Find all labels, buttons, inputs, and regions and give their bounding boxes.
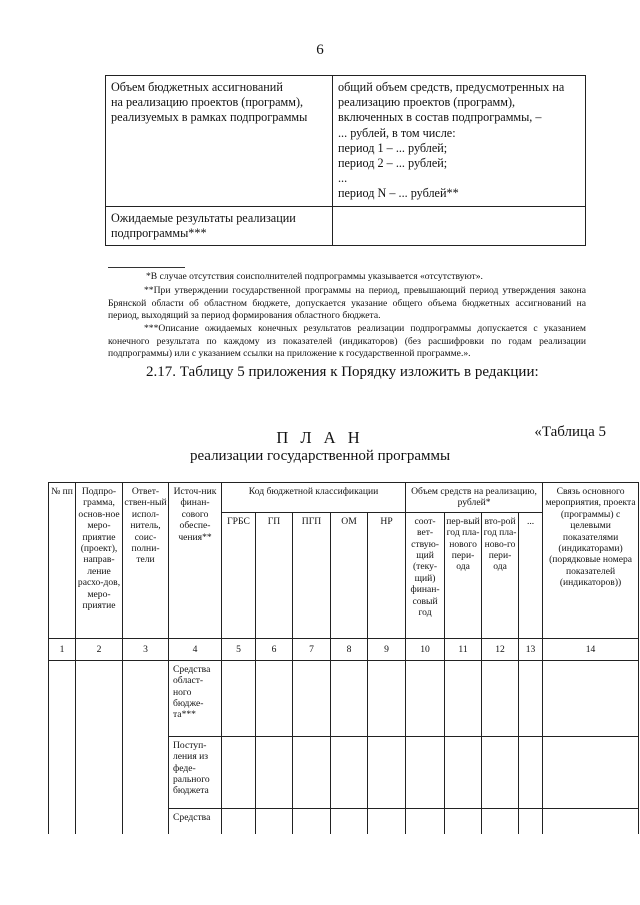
header-source: Источ-ник финан-сового обеспе-чения** [169,483,222,639]
col-number: 8 [331,638,368,660]
header-executor: Ответ-ствен-ный испол-нитель, соис-полни-тели [123,483,169,639]
header-program: Подпро-грамма, основ-ное меро-приятие (проект), направ-ление расхо-дов, меро-приятие [76,483,123,639]
cell [445,808,482,834]
cell [256,808,293,834]
value-line: период 2 – ... рублей; [338,156,448,171]
value-line: включенных в состав подпрограммы, – [338,110,542,125]
code-col-grbs: ГРБС [222,512,256,638]
fund-col-first: пер-вый год пла-нового пери-ода [445,512,482,638]
cell [331,736,368,808]
cell [256,660,293,736]
code-col-nr: НР [368,512,406,638]
col-number: 13 [519,638,543,660]
results-value-cell [333,206,586,245]
results-label-cell [106,206,333,245]
col-number: 3 [123,638,169,660]
header-num: № пп [49,483,76,639]
cell-num [49,660,76,834]
col-number: 12 [482,638,519,660]
cell [406,736,445,808]
paragraph-2-17: 2.17. Таблицу 5 приложения к Порядку изложить в редакции: [146,364,539,380]
cell [293,736,331,808]
cell [482,660,519,736]
cell [543,808,639,834]
plan-subtitle: реализации государственной программы [189,448,451,464]
footnote-3: ***Описание ожидаемых конечных результатов реализации подпрограммы допускается с указанием конечного результата по каждому из показателей (индикаторов) (без расшифровки по годам реализации подпрограммы) или с указанием ссылки на приложение к государственной программе.». [108,323,586,360]
code-col-gp: ГП [256,512,293,638]
cell [519,736,543,808]
col-number: 14 [543,638,639,660]
cell [293,808,331,834]
cell [331,660,368,736]
value-line: ... рублей, в том числе: [338,125,456,140]
header-link: Связь основного мероприятия, проекта (программы) с целевыми показателями (индикаторами) (порядковые номера показателей (индикаторов)) [543,483,639,639]
cell [368,736,406,808]
source-federal-budget: Поступ-ления из феде-рального бюджета [169,736,222,808]
col-number: 5 [222,638,256,660]
label-line: реализуемых в рамках подпрограммы [111,110,308,125]
source-regional-budget: Средства област-ного бюдже-та*** [169,660,222,736]
col-number: 4 [169,638,222,660]
cell [445,660,482,736]
column-number-row [49,638,639,660]
cell [368,808,406,834]
cell [293,660,331,736]
col-number: 6 [256,638,293,660]
col-number: 11 [445,638,482,660]
budget-table [105,75,586,246]
label-line: Объем бюджетных ассигнований [111,80,283,94]
col-number: 9 [368,638,406,660]
cell [519,660,543,736]
plan-table [48,482,639,834]
code-col-om: ОМ [331,512,368,638]
fund-col-second: вто-рой год пла-ново-го пери-ода [482,512,519,638]
cell [482,808,519,834]
label-line: подпрограммы*** [111,225,207,240]
cell-executor [123,660,169,834]
header-budget-code: Код бюджетной классификации [222,483,406,513]
cell [222,660,256,736]
col-number: 1 [49,638,76,660]
page-number: 6 [316,42,324,58]
header-funds: Объем средств на реализацию, рублей* [406,483,543,513]
table-row [49,660,639,736]
source-funds: Средства [169,808,222,834]
budget-value-cell [333,76,586,207]
table-reference: «Таблица 5 [534,424,606,440]
col-number: 2 [76,638,123,660]
cell [543,736,639,808]
cell [222,736,256,808]
value-line: общий объем средств, предусмотренных на [338,80,565,94]
cell [543,660,639,736]
plan-title: П Л А Н [276,428,364,447]
code-col-pgp: ПГП [293,512,331,638]
label-line: Ожидаемые результаты реализации [111,210,296,225]
cell-program [76,660,123,834]
cell [519,808,543,834]
budget-label-cell [106,76,333,207]
col-number: 10 [406,638,445,660]
value-line: реализацию проектов (программ), [338,95,516,110]
col-number: 7 [293,638,331,660]
budget-row [106,76,586,207]
cell [406,660,445,736]
fund-col-ellipsis: ... [519,512,543,638]
label-line: на реализацию проектов (программ), [111,95,304,110]
footnote-1: *В случае отсутствия соисполнителей подпрограммы указывается «отсутствуют». [146,271,483,282]
results-row [106,206,586,245]
cell [222,808,256,834]
fund-col-current: соот-вет-ствую-щий (теку-щий) финан-совый год [406,512,445,638]
cell [445,736,482,808]
footnote-2: **При утверждении государственной программы на период, превышающий период утверждения закона Брянской области об областном бюджете, допускается указание общего объема бюджетных ассигнований на период, выходящий за период формирования областного бюджета. [108,285,586,322]
cell [368,660,406,736]
value-line: период 1 – ... рублей; [338,140,448,155]
value-line: период N – ... рублей** [338,186,459,201]
cell [406,808,445,834]
cell [331,808,368,834]
value-line: ... [338,171,348,186]
cell [256,736,293,808]
footnote-rule [108,267,185,268]
header-row [49,483,639,513]
cell [482,736,519,808]
